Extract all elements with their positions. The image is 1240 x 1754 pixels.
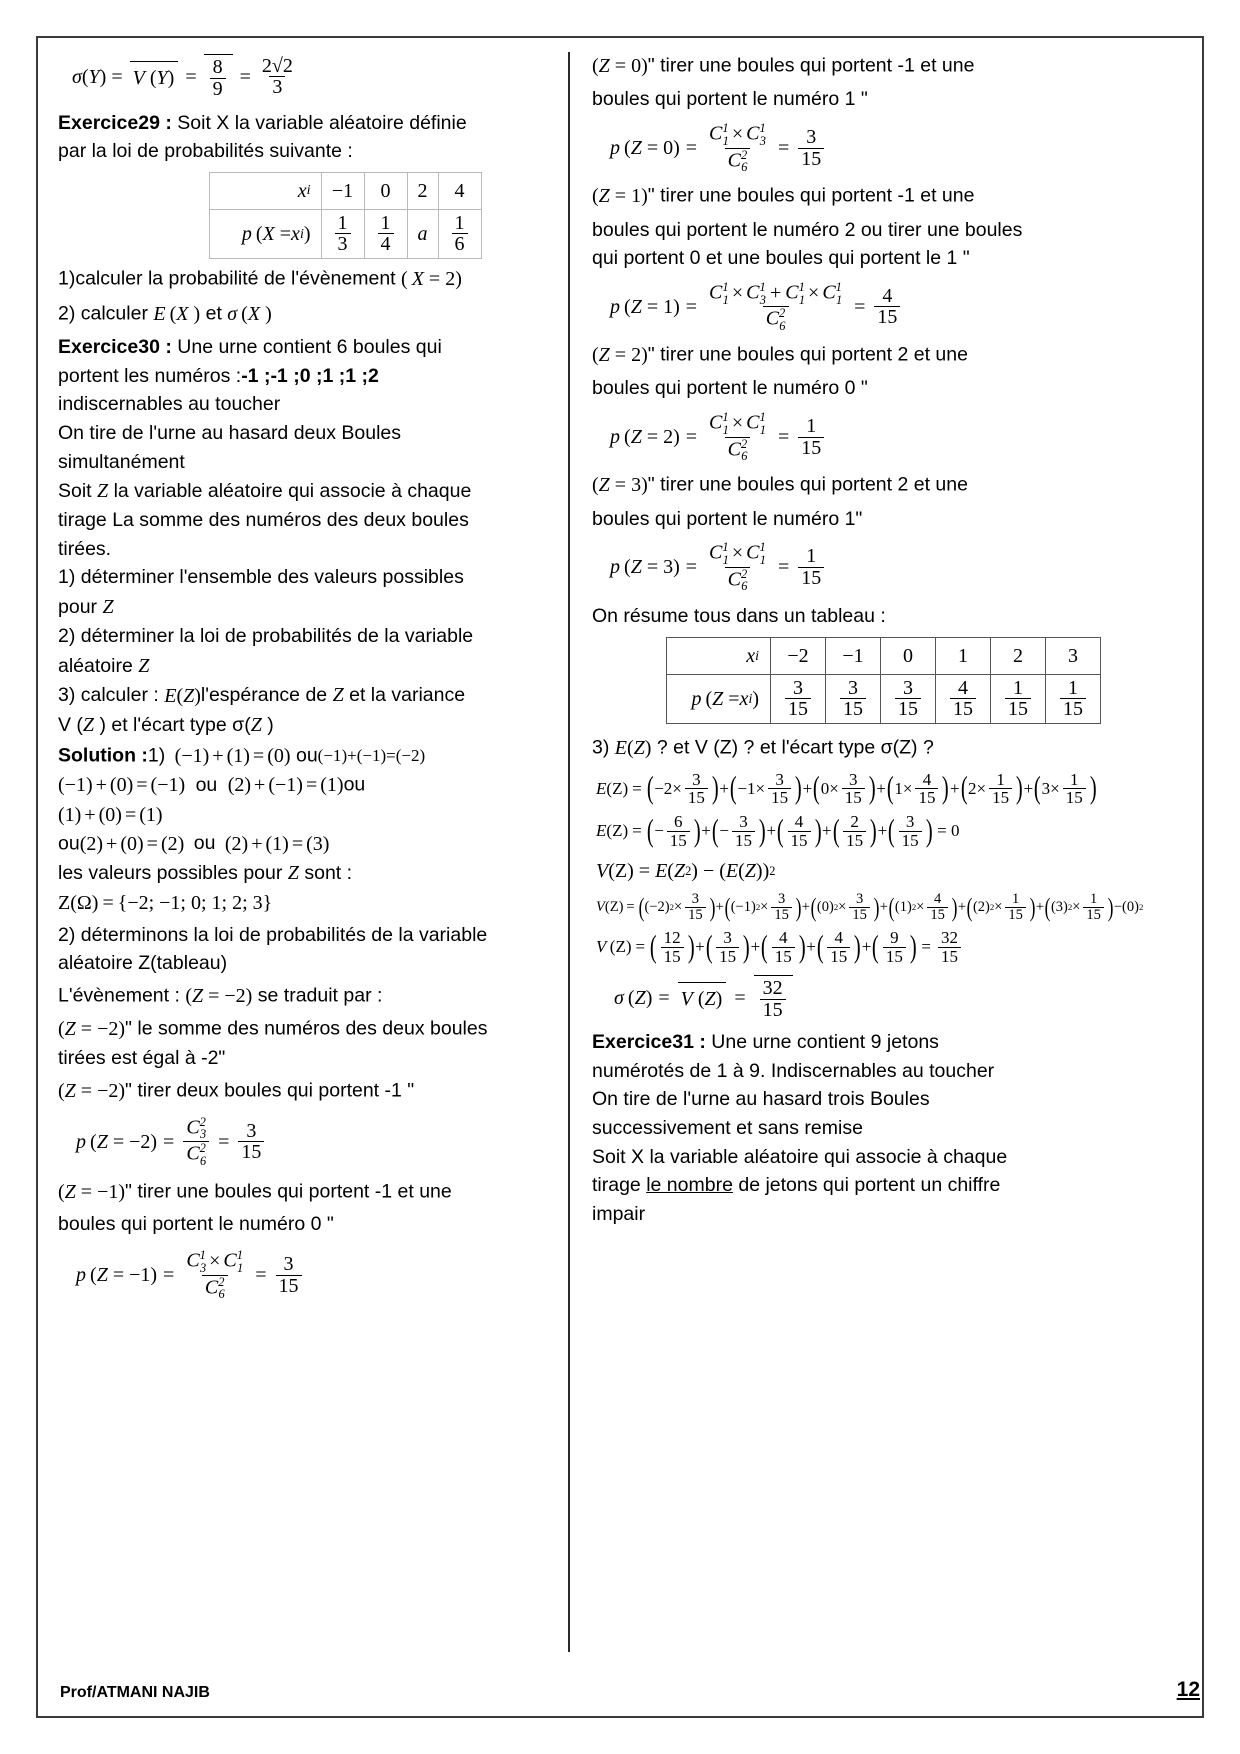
z-p-5-num: 1 [1068, 676, 1078, 699]
ex30-heading [58, 334, 548, 362]
solution-zm2-a-text2: tirées est égal à -2" [58, 1046, 226, 1069]
ex29-xi-label: x i [209, 172, 321, 209]
solution-l5-var: Z [287, 862, 299, 885]
solution-q2b: aléatoire Z(tableau) [58, 952, 228, 975]
ex29-p-3-num: 1 [454, 211, 465, 234]
sigma-y-formula: σ ( Y ) = V (Y) = $\frac{8}{9}$ = $\frac{2√2}{3}$ [72, 54, 293, 100]
ex30-l6-var: Z [97, 480, 109, 503]
vz-line-1: V ( Z ) = ( (−2) 2 × $\frac{3}{15}$ ) + ( (−1) 2 × $\frac{3}{15}$ ) + ( (0) 2 × $\frac{3}{15}$ ) + ( (1) 2 × $\frac{4}{15}$ ) + ( (2) 2 × $\frac{1}{15}$ ) + ( (3) 2 × $\frac{1}{15}$ ) −(0) 2 [596, 890, 1144, 923]
solution-evt: L'évènement : ( Z = −2 ) se traduit par : [58, 984, 383, 1007]
q3-line: 3) E ( Z ) ? et V (Z) ? et l'écart type σ(Z) ? [592, 736, 934, 760]
ex30-q3b: V (Z ) et l'écart type σ(Z ) [58, 714, 274, 737]
ex30-l3: indiscernables au toucher [58, 393, 281, 416]
p-z-equals-2: p ( Z = 2 ) = $\frac{C^1_1 \times C^1_1}{C^2_6}$ = $\frac{1}{15}$ [610, 411, 1072, 463]
ex31-l6-pre: tirage [592, 1174, 641, 1197]
ex30-q2a: 2) déterminer la loi de probabilités de la variable [58, 624, 474, 647]
left-column [44, 52, 556, 1652]
z-table-wrap [666, 637, 1083, 724]
table-row [667, 638, 1101, 675]
ex29-q2: 2) calculer E ( X ) et σ ( X ) [58, 301, 272, 325]
solution-line-4: ou ( 2 ) + ( 0 ) = ( 2 ) ou ( 2 ) + ( 1 ) = ( 3 ) [58, 832, 330, 856]
z3-statement: ( Z = 3 ) " tirer une boules qui portent 2 et une [592, 473, 968, 497]
z-p-2 [881, 674, 936, 724]
z-xi-3: 1 [936, 638, 991, 675]
z1-text2: boules qui portent le numéro 2 ou tirer une boules [592, 218, 1023, 241]
z-p-2-den: 15 [895, 698, 921, 720]
ex29-q1-text: 1)calculer la probabilité de l'évènement [58, 267, 396, 290]
q3-pre: 3) [592, 736, 610, 759]
ex30-q3a-mid: l'espérance de [200, 684, 328, 707]
ex29-p-0-den: 3 [335, 233, 351, 255]
ex30-l7: tirage La somme des numéros des deux boules [58, 509, 469, 532]
z-p-5-den: 15 [1060, 698, 1086, 720]
ex30-title: Exercice30 : [58, 335, 172, 358]
solution-zm2-b-text: " tirer deux boules qui portent -1 " [125, 1079, 415, 1102]
ex29-table-wrap [142, 172, 548, 259]
ex30-q1b-var: Z [102, 596, 114, 619]
z-p-1 [826, 674, 881, 724]
ex29-p-0-num: 1 [337, 211, 348, 234]
z1-text: " tirer une boules qui portent -1 et une [647, 184, 975, 207]
solution-line-2: ( −1 ) + ( 0 ) = ( −1 ) ou ( 2 ) + ( −1 ) = ( 1 ) ou [58, 773, 366, 797]
p-z-equals-3: p ( Z = 3 ) = $\frac{C^1_1 \times C^1_1}{C^2_6}$ = $\frac{1}{15}$ [610, 541, 1072, 593]
z-p-3-num: 4 [958, 676, 968, 699]
z-probability-table [666, 637, 1101, 724]
solution-omega-set: Z ( Ω ) = {−2; −1; 0; 1; 2; 3} [58, 892, 273, 915]
ex29-p-label: p ( X = x i ) [209, 209, 321, 259]
footer-page-number: 12 [1176, 1678, 1200, 1701]
ex30-l5: simultanément [58, 450, 185, 473]
z-xi-0: −2 [771, 638, 826, 675]
ex30-q3a-var: Z [332, 684, 344, 707]
z0-text: " tirer une boules qui portent -1 et une [647, 54, 975, 77]
solution-label: Solution : [58, 744, 148, 767]
solution-num: 1) [147, 744, 166, 767]
ex31-l1: Une urne contient 9 jetons [711, 1030, 939, 1053]
table-row [209, 172, 481, 209]
ex31-l4: successivement et sans remise [592, 1116, 863, 1139]
solution-q2a: 2) déterminons la loi de probabilités de la variable [58, 923, 488, 946]
solution-zm2-b: ( Z = −2 ) " tirer deux boules qui portent -1 " [58, 1079, 415, 1103]
z-p-3-den: 15 [950, 698, 976, 720]
solution-evt-pre: L'évènement : [58, 984, 180, 1007]
ex29-p-1-num: 1 [380, 211, 391, 234]
ex31-l6-post: de jetons qui portent un chiffre [738, 1174, 1001, 1197]
z-xi-1: −1 [826, 638, 881, 675]
ex29-heading [58, 110, 548, 138]
ex29-p-0 [321, 209, 364, 259]
z-p-0-den: 15 [785, 698, 811, 720]
solution-l5-post: sont : [304, 862, 353, 885]
solution-zm2-a: ( Z = −2 ) " le somme des numéros des deux boules [58, 1017, 488, 1041]
vz-result-num: 32 [940, 927, 958, 947]
p-z-equals-minus1: p ( Z = −1 ) = $\frac{C^1_3 \times C^1_1}{C^2_6}$ = $\frac{3}{15}$ [76, 1249, 548, 1301]
vz-definition: V ( Z ) = E ( Z 2 ) − ( E ( Z ) ) 2 [596, 860, 776, 883]
z-xi-4: 2 [991, 638, 1046, 675]
ex31-title: Exercice31 : [592, 1030, 706, 1053]
z2-statement: ( Z = 2 ) " tirer une boules qui portent 2 et une [592, 343, 968, 367]
z-xi-2: 0 [881, 638, 936, 675]
ez-line-2: E ( Z ) = ( − $\frac{6}{15}$ ) + ( − $\frac{3}{15}$ ) + ( $\frac{4}{15}$ ) + ( $\frac{2}{15}$ ) + ( $\frac{3}{15}$ ) = 0 [596, 811, 960, 850]
ex30-q1a: 1) déterminer l'ensemble des valeurs possibles [58, 566, 464, 589]
z-p-4-den: 15 [1005, 698, 1031, 720]
table-row [667, 674, 1101, 724]
solution-zm1-text: " tirer une boules qui portent -1 et une [125, 1180, 452, 1203]
solution-zm2-a-text: " le somme des numéros des deux boules [125, 1017, 488, 1040]
z-p-3 [936, 674, 991, 724]
z-p-1-den: 15 [840, 698, 866, 720]
ex29-p-2 [407, 209, 438, 259]
ex29-xi-0: −1 [321, 172, 364, 209]
ex31-l6 [592, 1172, 1072, 1200]
z-p-1-num: 3 [848, 676, 858, 699]
ex30-l2 [58, 363, 548, 391]
vz-line-2: V ( Z ) = ( $\frac{12}{15}$ ) + ( $\frac{3}{15}$ ) + ( $\frac{4}{15}$ ) + ( $\frac{4}{15}$ ) + ( $\frac{9}{15}$ ) = $\frac{32}{15}$ [596, 929, 1072, 965]
ex29-p-2-value: a [417, 222, 428, 245]
two-column-body [44, 52, 1196, 1652]
ex31-l5: Soit X la variable aléatoire qui associe à chaque [592, 1145, 1008, 1168]
ex29-p-1-den: 4 [378, 233, 394, 255]
solution-evt-post: se traduit par : [257, 984, 383, 1007]
ex29-statement-1: Soit X la variable aléatoire définie [177, 111, 467, 134]
z1-statement: ( Z = 1 ) " tirer une boules qui portent -1 et une [592, 184, 975, 208]
ex30-numbers: -1 ;-1 ;0 ;1 ;1 ;2 [241, 364, 379, 387]
z3-text2: boules qui portent le numéro 1" [592, 507, 863, 530]
ex30-q3a: 3) calculer : E ( Z ) l'espérance de Z et la variance [58, 684, 466, 707]
ex30-q2b-var: Z [138, 654, 150, 677]
z-p-4 [991, 674, 1046, 724]
resume-text: On résume tous dans un tableau : [592, 605, 886, 628]
ex29-q1: 1)calculer la probabilité de l'évènement ( X = 2 ) [58, 267, 462, 291]
z-p-0 [771, 674, 826, 724]
ex30-l6-pre: Soit [58, 480, 92, 503]
ex31-l2: numérotés de 1 à 9. Indiscernables au toucher [592, 1059, 995, 1082]
z3-text: " tirer une boules qui portent 2 et une [647, 473, 968, 496]
ex29-xi-1: 0 [364, 172, 407, 209]
z-xi-label: x i [667, 638, 771, 675]
ex30-q3a-pre: 3) calculer : [58, 684, 159, 707]
z-p-0-num: 3 [793, 676, 803, 699]
ex30-q3a-post: et la variance [349, 684, 466, 707]
ez-result: = 0 [937, 821, 960, 841]
footer-author: Prof/ATMANI NAJIB [60, 1684, 210, 1701]
ez-line-1: E ( Z ) = ( −2× $\frac{3}{15}$ ) + ( −1× $\frac{3}{15}$ ) + ( 0× $\frac{3}{15}$ ) + ( 1× $\frac{4}{15}$ ) + ( 2× $\frac{1}{15}$ ) + ( 3× $\frac{1}{15}$ ) [596, 769, 1097, 808]
solution-zm1: ( Z = −1 ) " tirer une boules qui portent -1 et une [58, 1180, 452, 1203]
ex31-l6-underlined: le nombre [646, 1174, 733, 1197]
p-z-equals-0: p ( Z = 0 ) = $\frac{C^1_1 \times C^1_3}{C^2_6}$ = $\frac{3}{15}$ [610, 122, 1072, 174]
ex31-l3: On tire de l'urne au hasard trois Boules [592, 1088, 930, 1111]
z-p-5 [1046, 674, 1101, 724]
z0-text2: boules qui portent le numéro 1 " [592, 88, 868, 111]
ex30-q1b [58, 593, 548, 622]
z-p-2-num: 3 [903, 676, 913, 699]
ex29-statement-2: par la loi de probabilités suivante : [58, 140, 353, 163]
ex30-q1b-pre: pour [58, 596, 98, 619]
q3-rest: ? et V (Z) ? et l'écart type σ(Z) ? [656, 736, 934, 759]
solution-zm1-text2: boules qui portent le numéro 0 " [58, 1213, 334, 1236]
table-row [209, 209, 481, 259]
page-footer [60, 1678, 1200, 1702]
sigma-z-formula: σ ( Z ) = V (Z) = $\frac{32}{15}$ [614, 975, 1072, 1021]
ex30-l2-pre: portent les numéros : [58, 364, 242, 387]
sigma-z-rad-num: 32 [762, 977, 783, 1000]
ex29-p-1 [364, 209, 407, 259]
z2-text: " tirer une boules qui portent 2 et une [647, 343, 968, 366]
z1-text3: qui portent 0 et une boules qui portent le 1 " [592, 247, 970, 270]
z-xi-5: 3 [1046, 638, 1101, 675]
ex29-p-3 [438, 209, 481, 259]
ex29-xi-3: 4 [438, 172, 481, 209]
ex30-l8: tirées. [58, 537, 112, 560]
sigma-z-rad-den: 15 [760, 999, 786, 1021]
z2-text2: boules qui portent le numéro 0 " [592, 377, 868, 400]
ex29-q2-mid: et [205, 301, 222, 324]
ex29-p-3-den: 6 [452, 233, 468, 255]
ex30-l6 [58, 477, 548, 506]
right-column [568, 52, 1144, 1652]
vz-result-den: 15 [938, 947, 961, 966]
ex30-l6-post: la variable aléatoire qui associe à chaque [113, 480, 472, 503]
z-p-4-num: 1 [1013, 676, 1023, 699]
p-z-equals-minus2: p ( Z = −2 ) = $\frac{C^2_3}{C^2_6}$ = $\frac{3}{15}$ [76, 1116, 548, 1168]
ex29-q2-pre: 2) calculer [58, 301, 148, 324]
solution-l5-pre: les valeurs possibles pour [58, 862, 283, 885]
z0-statement: ( Z = 0 ) " tirer une boules qui portent -1 et une [592, 54, 975, 77]
p-z-equals-1: p ( Z = 1 ) = $\frac{C^1_1 \times C^1_3 + C^1_1 \times C^1_1}{C^2_6}$ = $\frac{4}{15}$ [610, 281, 1072, 333]
ex31-heading [592, 1029, 1072, 1057]
solution-line-5 [58, 859, 548, 888]
ex30-l4: On tire de l'urne au hasard deux Boules [58, 422, 402, 444]
solution-line-1: Solution :1) ( −1 ) + ( 1 ) = ( 0 ) ou ( −1 ) + ( −1 ) = ( −2 ) [58, 744, 426, 767]
ex30-q2b-pre: aléatoire [58, 654, 133, 677]
ex30-q2b [58, 652, 548, 681]
z-p-label: p ( Z = x i ) [667, 674, 771, 724]
solution-line-3: ( 1 ) + ( 0 ) = ( 1 ) [58, 803, 163, 826]
ex29-probability-table [209, 172, 482, 259]
ex31-l7: impair [592, 1202, 646, 1225]
ex30-l1: Une urne contient 6 boules qui [177, 335, 442, 358]
ex29-title: Exercice29 : [58, 111, 172, 134]
ex29-xi-2: 2 [407, 172, 438, 209]
